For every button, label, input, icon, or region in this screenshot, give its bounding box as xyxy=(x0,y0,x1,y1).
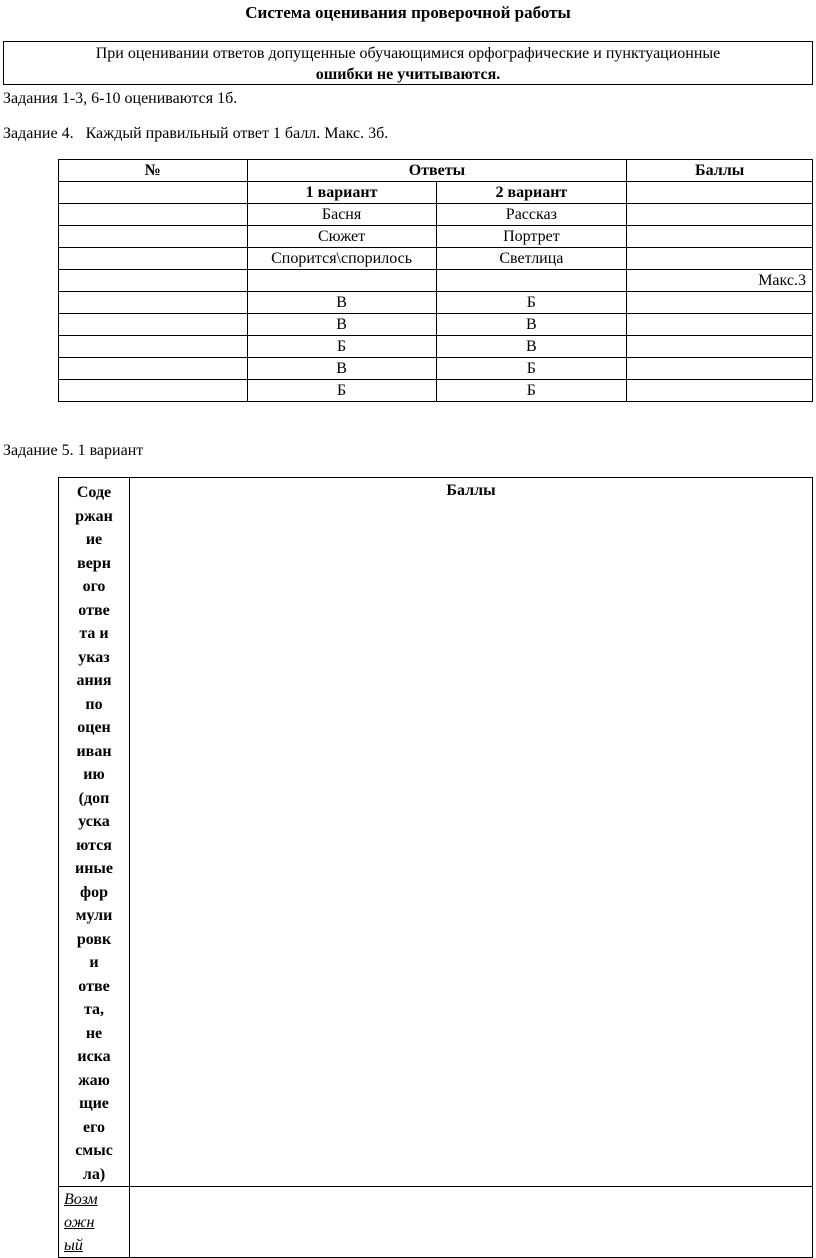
task-5-table xyxy=(58,477,813,1258)
content-header-line: отве xyxy=(78,977,110,995)
content-header-line: та, xyxy=(83,1001,105,1018)
content-header-line: указ xyxy=(78,648,110,666)
row-num xyxy=(59,204,248,226)
variant-2-answer: Портрет xyxy=(436,226,627,248)
table-cell xyxy=(130,1187,813,1258)
content-header-line: щие xyxy=(79,1095,109,1112)
table-row xyxy=(59,358,813,380)
possible-answer-line: ожн xyxy=(64,1214,95,1231)
row-points: Макс.3 xyxy=(627,270,813,292)
content-header-line: оцен xyxy=(77,719,111,736)
content-header-line: (доп xyxy=(78,789,110,807)
variant-2-answer: Рассказ xyxy=(436,204,627,226)
content-header-line: жаю xyxy=(78,1071,110,1089)
content-header-line: уска xyxy=(78,813,110,830)
content-header-line: ания xyxy=(76,672,112,689)
table-cell xyxy=(627,182,813,204)
variant-2-answer: В xyxy=(436,336,627,358)
content-header-line: иван xyxy=(76,742,112,760)
variant-1-answer: Спорится\спорилось xyxy=(247,248,436,270)
variant-1-answer: Б xyxy=(247,336,436,358)
content-header-line: ровк xyxy=(76,930,112,948)
content-header-line: ржан xyxy=(75,507,113,525)
variant-2-answer: Б xyxy=(436,358,627,380)
variant-1-answer: В xyxy=(247,292,436,314)
row-points xyxy=(627,292,813,314)
tasks-1-3-rule: Задания 1-3, 6-10 оцениваются 1б. xyxy=(3,90,238,107)
content-header-line: не xyxy=(85,1024,103,1042)
content-header-line: ого xyxy=(82,578,106,595)
row-points xyxy=(627,204,813,226)
content-header xyxy=(59,478,130,1187)
row-num xyxy=(59,226,248,248)
content-header-line: его xyxy=(83,1118,105,1136)
col-answers-header: Ответы xyxy=(247,160,627,182)
content-header-line: та и xyxy=(79,625,109,642)
row-points xyxy=(627,336,813,358)
possible-answer-cell xyxy=(59,1187,130,1258)
page-title: Система оценивания проверочной работы xyxy=(245,3,571,22)
variant-1-answer: Сюжет xyxy=(247,226,436,248)
variant-1-answer: Б xyxy=(247,380,436,402)
row-num xyxy=(59,248,248,270)
row-points xyxy=(627,226,813,248)
row-num xyxy=(59,336,248,358)
col-points-header: Баллы xyxy=(627,160,813,182)
row-num xyxy=(59,358,248,380)
table-row xyxy=(59,380,813,402)
row-points xyxy=(627,314,813,336)
notice-line-2: ошибки не учитываются. xyxy=(315,66,501,83)
variant-1-answer: В xyxy=(247,314,436,336)
content-header-line: иные xyxy=(74,860,114,877)
variant-1-answer: В xyxy=(247,358,436,380)
content-header-line: ию xyxy=(83,766,105,783)
row-num xyxy=(59,292,248,314)
table-cell xyxy=(59,182,248,204)
task-4-label: Задание 4. Каждый правильный ответ 1 балл. Макс. 3б. xyxy=(3,125,389,142)
content-header-line: ются xyxy=(76,836,112,854)
content-header-line: Соде xyxy=(76,484,112,501)
content-header-line: смыс xyxy=(75,1142,113,1159)
task-5-label: Задание 5. 1 вариант xyxy=(3,442,144,459)
content-header-line: иска xyxy=(77,1048,111,1065)
variant-2-header: 2 вариант xyxy=(436,182,627,204)
row-num xyxy=(59,270,248,292)
col-num-header: № xyxy=(59,160,248,182)
variant-2-answer: Б xyxy=(436,380,627,402)
variant-1-header: 1 вариант xyxy=(247,182,436,204)
notice-line-1: При оценивании ответов допущенные обучающимися орфографические и пунктуационные xyxy=(95,45,721,62)
content-header-line: отве xyxy=(78,601,110,619)
possible-answer-text xyxy=(64,1188,129,1257)
content-header-line: и xyxy=(89,954,99,971)
content-header-line: фор xyxy=(80,883,108,901)
table-row xyxy=(59,226,813,248)
table-row xyxy=(59,336,813,358)
variant-2-answer: В xyxy=(436,314,627,336)
content-header-line: ие xyxy=(85,531,103,548)
variant-2-answer: Светлица xyxy=(436,248,627,270)
variant-2-answer xyxy=(436,270,627,292)
table-row xyxy=(59,204,813,226)
content-header-line: по xyxy=(85,695,103,713)
possible-answer-line: Возм xyxy=(64,1191,98,1208)
possible-answer-line: ый xyxy=(64,1237,83,1254)
variant-2-answer: Б xyxy=(436,292,627,314)
task-4-table xyxy=(58,159,813,402)
row-num xyxy=(59,380,248,402)
content-header-line: мули xyxy=(75,907,113,924)
content-header-line: верн xyxy=(77,554,111,572)
table-row xyxy=(59,314,813,336)
row-points xyxy=(627,248,813,270)
content-header-line: ла) xyxy=(82,1165,106,1183)
variant-1-answer: Басня xyxy=(247,204,436,226)
content-header-text xyxy=(59,481,129,1186)
table-row xyxy=(59,270,813,292)
table-row xyxy=(59,292,813,314)
row-num xyxy=(59,314,248,336)
row-points xyxy=(627,358,813,380)
variant-1-answer xyxy=(247,270,436,292)
grading-notice xyxy=(3,41,813,85)
row-points xyxy=(627,380,813,402)
table-row xyxy=(59,248,813,270)
points-header: Баллы xyxy=(130,478,813,1187)
